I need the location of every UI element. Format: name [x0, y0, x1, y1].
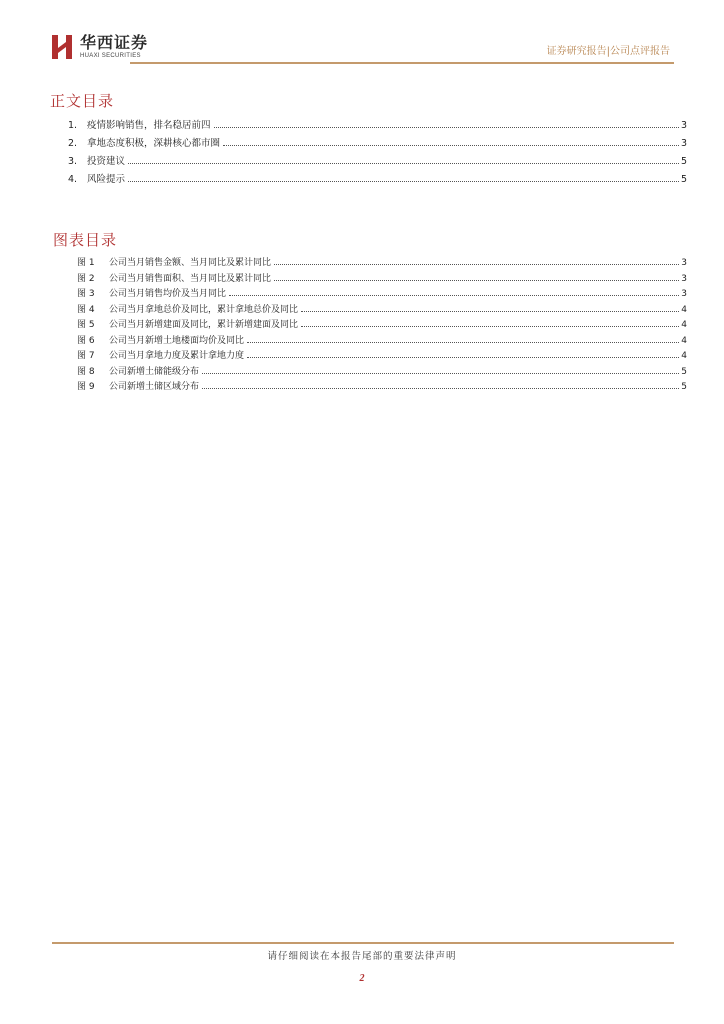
toc-list: [68, 117, 687, 189]
figure-item-label: 公司当月销售面积、当月同比及累计同比: [109, 273, 272, 284]
figure-item-number: 图 1: [77, 258, 95, 268]
toc-leader: [202, 372, 679, 374]
toc-leader: [274, 279, 679, 281]
figure-item-page: 3: [681, 273, 687, 284]
figure-item-number: 图 4: [77, 304, 95, 315]
toc-item[interactable]: [68, 117, 687, 135]
figure-item-number: 图 3: [77, 289, 95, 299]
figure-item[interactable]: [77, 365, 687, 381]
figure-item[interactable]: [77, 380, 687, 396]
figure-item[interactable]: [77, 272, 687, 288]
figure-item[interactable]: [77, 349, 687, 365]
toc-item-page: 3: [680, 138, 687, 149]
figure-item-page: 4: [681, 351, 687, 361]
figure-item-page: 4: [681, 304, 687, 315]
logo-name-cn: 华西证券: [80, 33, 149, 52]
figure-item-number: 图 9: [77, 382, 95, 392]
figure-item-label: 公司当月新增土地楼面均价及同比: [109, 335, 245, 346]
toc-item-number: 3.: [68, 156, 78, 167]
figure-item[interactable]: [77, 303, 687, 319]
toc-leader: [202, 387, 679, 389]
toc-item-page: 3: [680, 120, 687, 131]
figure-item-number: 图 6: [77, 335, 95, 346]
company-logo: [52, 33, 148, 61]
toc-item-number: 2.: [68, 138, 78, 149]
report-type: 证券研究报告|公司点评报告: [546, 46, 670, 57]
figure-item-page: 5: [681, 366, 687, 377]
figure-item-label: 公司新增土储能级分布: [109, 366, 200, 377]
toc-item-page: 5: [680, 156, 687, 167]
page-number: 2: [359, 973, 365, 984]
figure-item[interactable]: [77, 318, 687, 334]
figure-item[interactable]: [77, 334, 687, 350]
figure-item-page: 3: [681, 258, 687, 268]
toc-leader: [301, 310, 679, 312]
figures-list: [77, 256, 687, 396]
toc-item-label: 投资建议: [87, 156, 126, 167]
toc-title: 正文目录: [50, 92, 115, 110]
toc-leader: [128, 162, 679, 164]
figure-item-label: 公司当月销售金额、当月同比及累计同比: [109, 258, 272, 268]
toc-leader: [274, 263, 679, 265]
toc-item-number: 4.: [68, 174, 78, 185]
toc-leader: [128, 180, 679, 182]
toc-item[interactable]: [68, 171, 687, 189]
toc-item-label: 拿地态度积极，深耕核心都市圈: [87, 138, 221, 149]
toc-leader: [223, 144, 679, 146]
figure-item-page: 3: [681, 289, 687, 299]
figure-item-number: 图 2: [77, 273, 95, 284]
figure-item-number: 图 7: [77, 351, 95, 361]
page-header: [0, 0, 724, 70]
figure-item[interactable]: [77, 287, 687, 303]
toc-leader: [214, 126, 679, 128]
figure-item-label: 公司当月拿地总价及同比，累计拿地总价及同比: [109, 304, 299, 315]
figure-item-number: 图 5: [77, 320, 95, 330]
toc-item-label: 风险提示: [87, 174, 126, 185]
figure-item-label: 公司当月拿地力度及累计拿地力度: [109, 351, 245, 361]
huaxi-logo-icon: [52, 33, 74, 61]
toc-item-label: 疫情影响销售，排名稳居前四: [87, 120, 211, 131]
toc-item-page: 5: [680, 174, 687, 185]
toc-item[interactable]: [68, 153, 687, 171]
figure-item-label: 公司当月新增建面及同比，累计新增建面及同比: [109, 320, 299, 330]
figure-item-page: 4: [681, 335, 687, 346]
toc-leader: [229, 294, 679, 296]
toc-leader: [247, 341, 679, 343]
figure-item-label: 公司新增土储区域分布: [109, 382, 200, 392]
toc-item[interactable]: [68, 135, 687, 153]
toc-item-number: 1.: [68, 120, 78, 131]
header-divider: [130, 62, 674, 64]
toc-leader: [301, 325, 679, 327]
footer-divider: [52, 942, 674, 944]
figure-item-number: 图 8: [77, 366, 95, 377]
figures-title: 图表目录: [53, 231, 118, 249]
toc-leader: [247, 356, 679, 358]
figure-item-page: 4: [681, 320, 687, 330]
figure-item-page: 5: [681, 382, 687, 392]
legal-notice: 请仔细阅读在本报告尾部的重要法律声明: [267, 951, 457, 962]
figure-item[interactable]: [77, 256, 687, 272]
figure-item-label: 公司当月销售均价及当月同比: [109, 289, 227, 299]
logo-name-en: HUAXI SECURITIES: [80, 53, 141, 59]
